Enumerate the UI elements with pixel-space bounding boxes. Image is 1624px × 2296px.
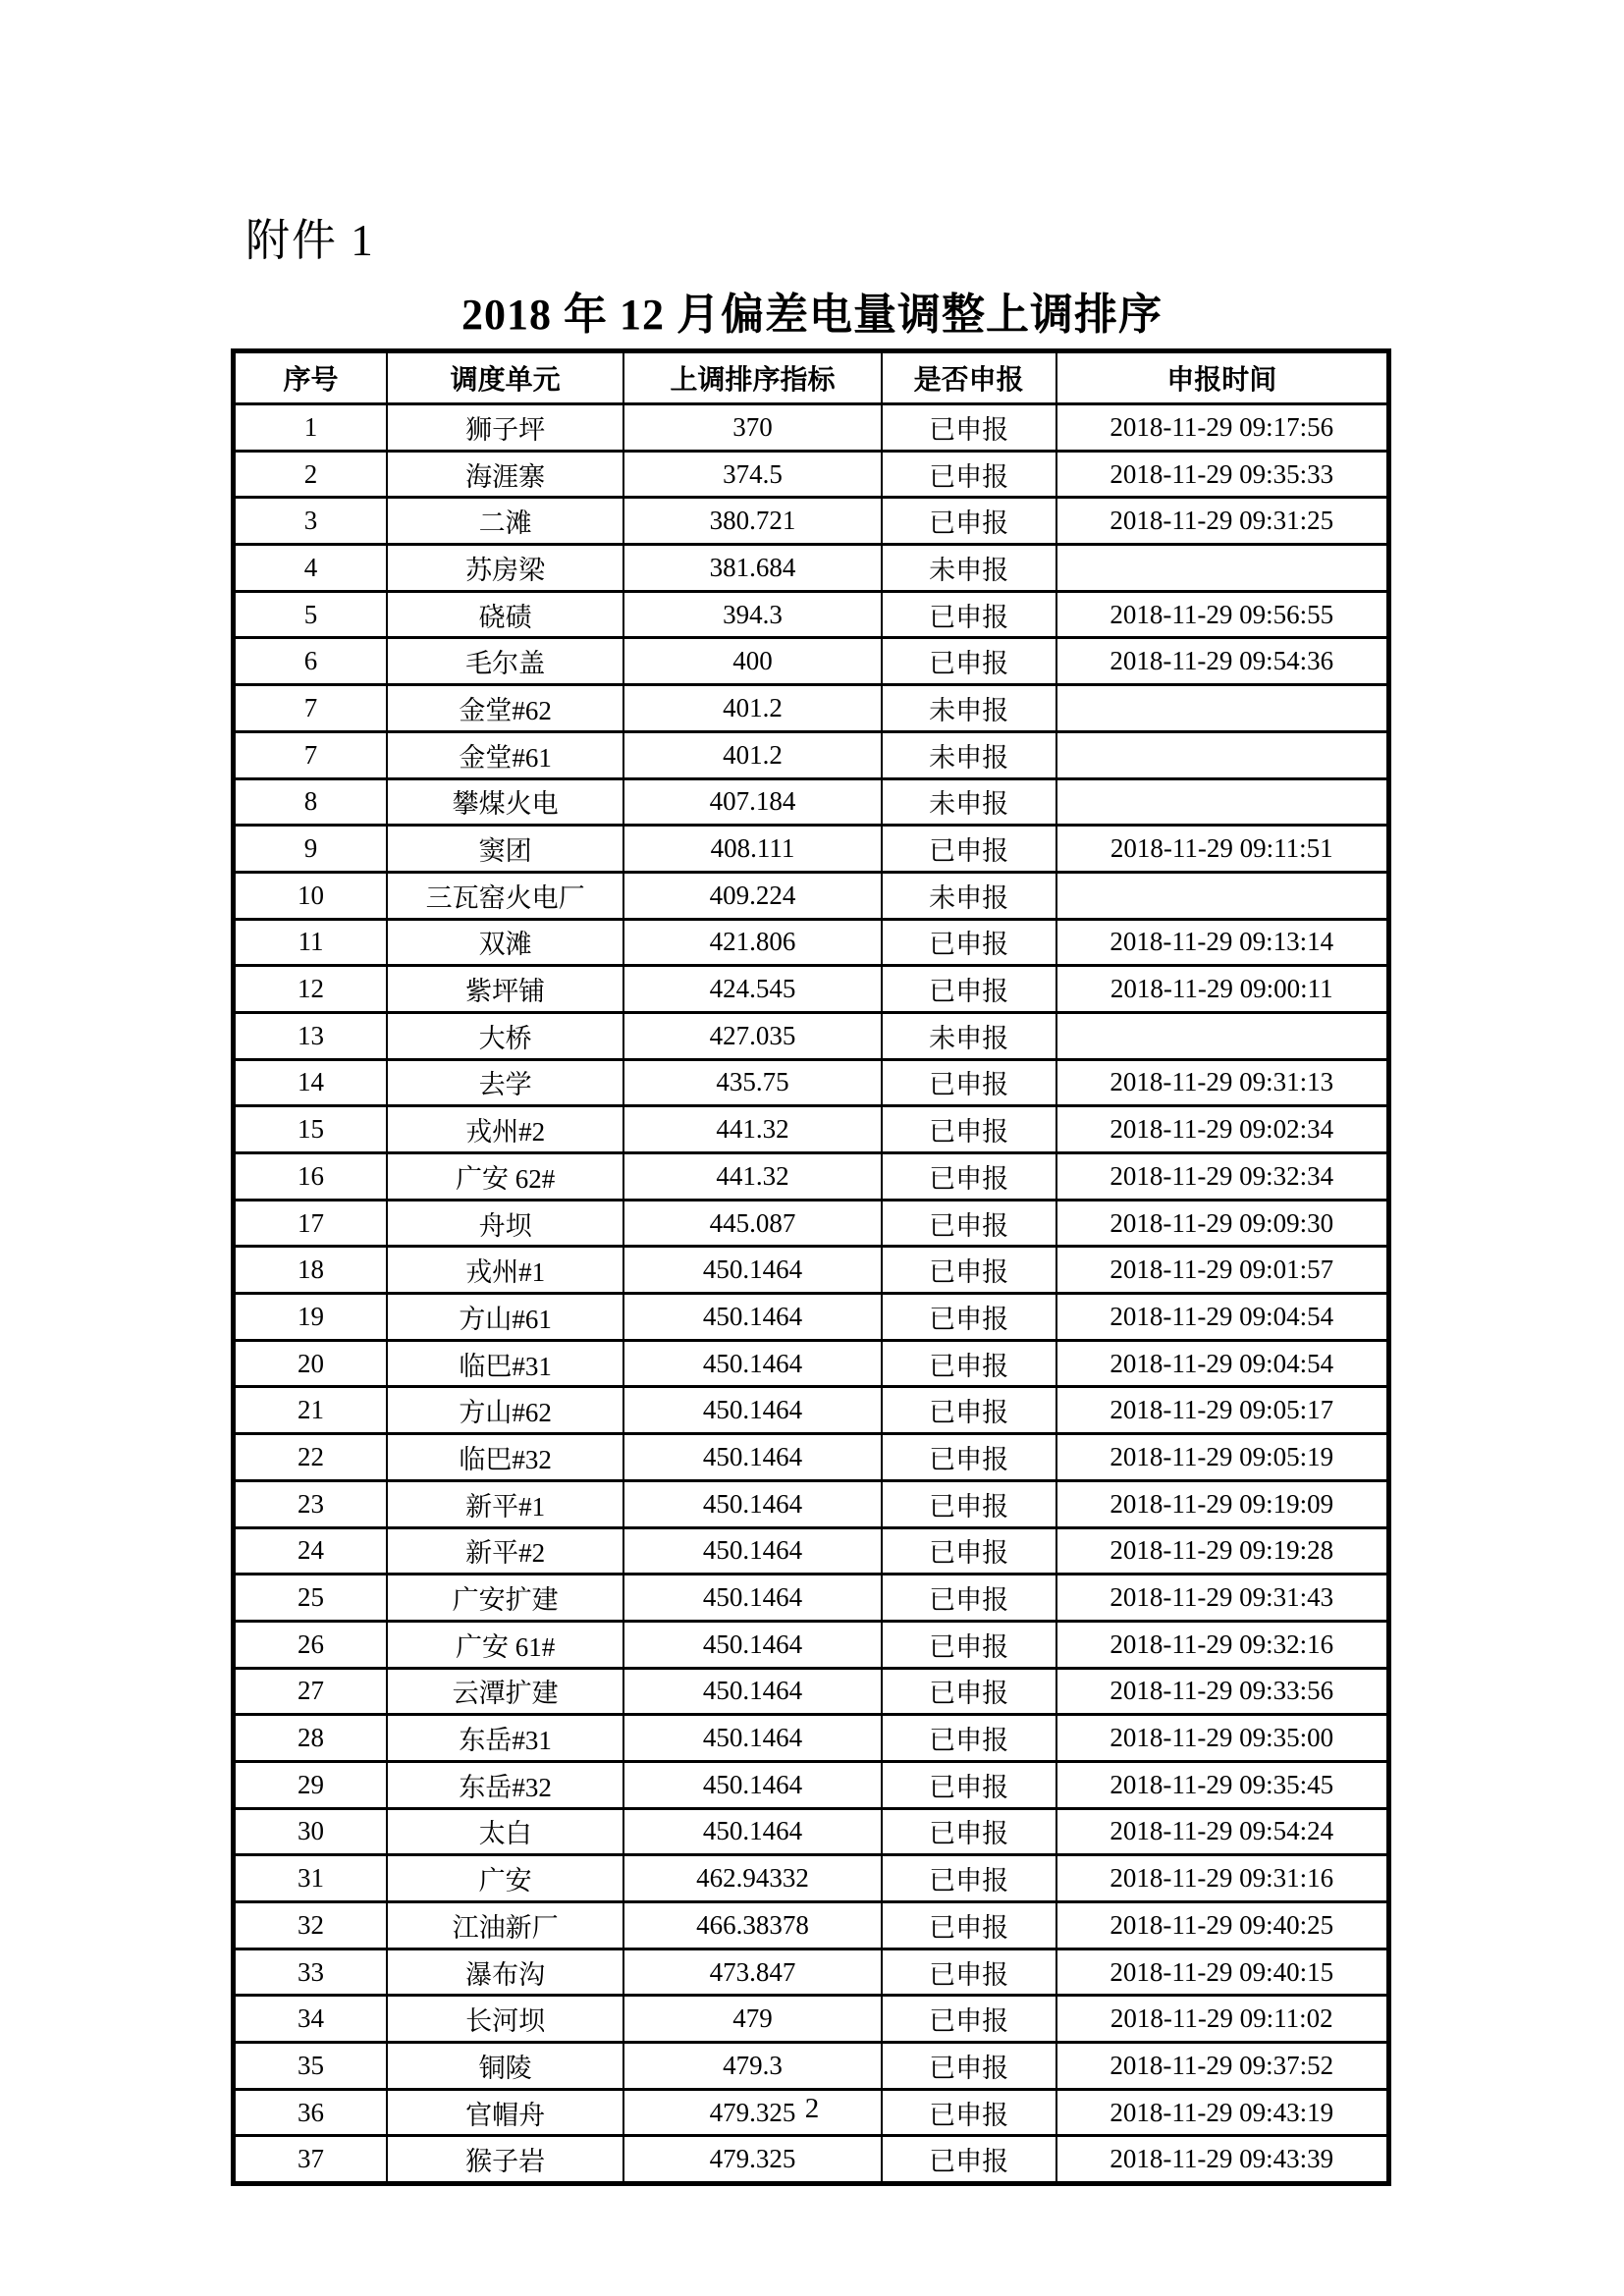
declared-cell: 已申报 [882,1387,1056,1434]
rank-cell: 18 [234,1247,388,1294]
indicator-cell: 450.1464 [623,1340,881,1387]
time-cell: 2018-11-29 09:35:33 [1056,451,1389,498]
unit-cell: 戎州#2 [387,1106,623,1153]
table-row [234,1761,1389,1808]
unit-cell: 金堂#62 [387,685,623,732]
time-cell: 2018-11-29 09:54:36 [1056,638,1389,685]
table-row [234,919,1389,966]
table-row [234,1480,1389,1527]
time-cell: 2018-11-29 09:54:24 [1056,1808,1389,1855]
table-row [234,1949,1389,1996]
attachment-label: 附件 1 [245,216,375,265]
table-row [234,1153,1389,1201]
indicator-cell: 370 [623,404,881,452]
column-header-rank: 序号 [234,351,388,404]
table-row [234,872,1389,919]
rank-cell: 9 [234,826,388,873]
declared-cell: 已申报 [882,1808,1056,1855]
indicator-cell: 424.545 [623,966,881,1013]
indicator-cell: 473.847 [623,1949,881,1996]
rank-cell: 21 [234,1387,388,1434]
unit-cell: 硗碛 [387,591,623,638]
table-header-row [234,351,1389,404]
unit-cell: 广安扩建 [387,1575,623,1622]
table-row [234,1059,1389,1106]
time-cell [1056,685,1389,732]
declared-cell: 已申报 [882,1855,1056,1902]
table-row [234,1200,1389,1247]
rank-cell: 3 [234,498,388,545]
unit-cell: 临巴#32 [387,1434,623,1481]
unit-cell: 江油新厂 [387,1902,623,1949]
rank-cell: 19 [234,1294,388,1341]
table-row [234,451,1389,498]
indicator-cell: 394.3 [623,591,881,638]
column-header-unit: 调度单元 [387,351,623,404]
table-row [234,1575,1389,1622]
table-row [234,1012,1389,1059]
time-cell: 2018-11-29 09:40:15 [1056,1949,1389,1996]
rank-cell: 16 [234,1153,388,1201]
indicator-cell: 380.721 [623,498,881,545]
time-cell: 2018-11-29 09:43:39 [1056,2136,1389,2184]
rank-cell: 37 [234,2136,388,2184]
indicator-cell: 450.1464 [623,1387,881,1434]
declared-cell: 已申报 [882,1340,1056,1387]
table-row [234,1855,1389,1902]
rank-cell: 8 [234,778,388,826]
indicator-cell: 450.1464 [623,1247,881,1294]
time-cell: 2018-11-29 09:11:02 [1056,1996,1389,2043]
unit-cell: 金堂#61 [387,731,623,778]
indicator-cell: 450.1464 [623,1621,881,1668]
declared-cell: 已申报 [882,2089,1056,2136]
unit-cell: 广安 62# [387,1153,623,1201]
rank-cell: 31 [234,1855,388,1902]
indicator-cell: 421.806 [623,919,881,966]
declared-cell: 已申报 [882,1200,1056,1247]
declared-cell: 已申报 [882,1715,1056,1762]
rank-cell: 15 [234,1106,388,1153]
indicator-cell: 450.1464 [623,1527,881,1575]
rank-cell: 24 [234,1527,388,1575]
unit-cell: 广安 [387,1855,623,1902]
declared-cell: 已申报 [882,1059,1056,1106]
rank-cell: 10 [234,872,388,919]
time-cell: 2018-11-29 09:31:43 [1056,1575,1389,1622]
declared-cell: 已申报 [882,1247,1056,1294]
table-row [234,778,1389,826]
declared-cell: 已申报 [882,919,1056,966]
rank-cell: 29 [234,1761,388,1808]
declared-cell: 已申报 [882,1996,1056,2043]
time-cell: 2018-11-29 09:32:16 [1056,1621,1389,1668]
table-row [234,685,1389,732]
rank-cell: 12 [234,966,388,1013]
time-cell: 2018-11-29 09:31:16 [1056,1855,1389,1902]
declared-cell: 已申报 [882,2136,1056,2184]
unit-cell: 方山#62 [387,1387,623,1434]
indicator-cell: 401.2 [623,731,881,778]
time-cell: 2018-11-29 09:01:57 [1056,1247,1389,1294]
unit-cell: 新平#1 [387,1480,623,1527]
page-number: 2 [804,2093,820,2124]
time-cell: 2018-11-29 09:09:30 [1056,1200,1389,1247]
unit-cell: 东岳#31 [387,1715,623,1762]
page-title: 2018 年 12 月偏差电量调整上调排序 [461,291,1163,339]
time-cell: 2018-11-29 09:32:34 [1056,1153,1389,1201]
declared-cell: 已申报 [882,966,1056,1013]
declared-cell: 已申报 [882,826,1056,873]
table-row [234,2043,1389,2090]
rank-cell: 14 [234,1059,388,1106]
time-cell: 2018-11-29 09:00:11 [1056,966,1389,1013]
table-row [234,1387,1389,1434]
table-row [234,545,1389,592]
indicator-cell: 479 [623,1996,881,2043]
time-cell [1056,731,1389,778]
unit-cell: 临巴#31 [387,1340,623,1387]
indicator-cell: 450.1464 [623,1808,881,1855]
declared-cell: 已申报 [882,1527,1056,1575]
declared-cell: 已申报 [882,1575,1056,1622]
declared-cell: 已申报 [882,1153,1056,1201]
indicator-cell: 462.94332 [623,1855,881,1902]
declared-cell: 未申报 [882,545,1056,592]
unit-cell: 窦团 [387,826,623,873]
unit-cell: 官帽舟 [387,2089,623,2136]
rank-cell: 17 [234,1200,388,1247]
table-row [234,404,1389,452]
declared-cell: 已申报 [882,591,1056,638]
declared-cell: 已申报 [882,1949,1056,1996]
unit-cell: 新平#2 [387,1527,623,1575]
declared-cell: 已申报 [882,498,1056,545]
rank-cell: 2 [234,451,388,498]
declared-cell: 已申报 [882,1621,1056,1668]
unit-cell: 长河坝 [387,1996,623,2043]
rank-cell: 32 [234,1902,388,1949]
indicator-cell: 408.111 [623,826,881,873]
unit-cell: 大桥 [387,1012,623,1059]
indicator-cell: 374.5 [623,451,881,498]
indicator-cell: 450.1464 [623,1434,881,1481]
table-body [234,404,1389,2184]
indicator-cell: 441.32 [623,1153,881,1201]
table-row [234,2136,1389,2184]
unit-cell: 狮子坪 [387,404,623,452]
indicator-cell: 450.1464 [623,1715,881,1762]
rank-cell: 36 [234,2089,388,2136]
time-cell: 2018-11-29 09:19:28 [1056,1527,1389,1575]
unit-cell: 攀煤火电 [387,778,623,826]
time-cell: 2018-11-29 09:40:25 [1056,1902,1389,1949]
rank-cell: 30 [234,1808,388,1855]
unit-cell: 太白 [387,1808,623,1855]
table-row [234,1106,1389,1153]
rank-cell: 26 [234,1621,388,1668]
time-cell: 2018-11-29 09:31:25 [1056,498,1389,545]
table-row [234,1668,1389,1715]
rank-cell: 4 [234,545,388,592]
unit-cell: 猴子岩 [387,2136,623,2184]
indicator-cell: 479.3 [623,2043,881,2090]
table-row [234,1434,1389,1481]
indicator-cell: 450.1464 [623,1575,881,1622]
rank-cell: 25 [234,1575,388,1622]
time-cell: 2018-11-29 09:19:09 [1056,1480,1389,1527]
rank-cell: 5 [234,591,388,638]
time-cell: 2018-11-29 09:05:19 [1056,1434,1389,1481]
declared-cell: 未申报 [882,1012,1056,1059]
declared-cell: 已申报 [882,638,1056,685]
unit-cell: 舟坝 [387,1200,623,1247]
unit-cell: 苏房梁 [387,545,623,592]
time-cell: 2018-11-29 09:11:51 [1056,826,1389,873]
time-cell [1056,872,1389,919]
unit-cell: 瀑布沟 [387,1949,623,1996]
unit-cell: 东岳#32 [387,1761,623,1808]
rank-cell: 1 [234,404,388,452]
ranking-table [231,348,1391,2186]
time-cell: 2018-11-29 09:31:13 [1056,1059,1389,1106]
rank-cell: 23 [234,1480,388,1527]
declared-cell: 已申报 [882,451,1056,498]
table-row [234,966,1389,1013]
rank-cell: 6 [234,638,388,685]
rank-cell: 7 [234,731,388,778]
indicator-cell: 450.1464 [623,1480,881,1527]
indicator-cell: 479.325 [623,2089,881,2136]
unit-cell: 二滩 [387,498,623,545]
rank-cell: 28 [234,1715,388,1762]
table-row [234,1808,1389,1855]
indicator-cell: 445.087 [623,1200,881,1247]
declared-cell: 未申报 [882,872,1056,919]
time-cell: 2018-11-29 09:04:54 [1056,1340,1389,1387]
indicator-cell: 427.035 [623,1012,881,1059]
table-row [234,1527,1389,1575]
rank-cell: 7 [234,685,388,732]
declared-cell: 已申报 [882,404,1056,452]
indicator-cell: 409.224 [623,872,881,919]
indicator-cell: 435.75 [623,1059,881,1106]
rank-cell: 35 [234,2043,388,2090]
time-cell: 2018-11-29 09:35:45 [1056,1761,1389,1808]
declared-cell: 未申报 [882,685,1056,732]
table-row [234,826,1389,873]
indicator-cell: 381.684 [623,545,881,592]
time-cell [1056,778,1389,826]
unit-cell: 戎州#1 [387,1247,623,1294]
declared-cell: 未申报 [882,731,1056,778]
declared-cell: 已申报 [882,1480,1056,1527]
indicator-cell: 466.38378 [623,1902,881,1949]
table-row [234,1294,1389,1341]
indicator-cell: 401.2 [623,685,881,732]
column-header-indicator: 上调排序指标 [623,351,881,404]
indicator-cell: 407.184 [623,778,881,826]
table-row [234,1715,1389,1762]
time-cell [1056,1012,1389,1059]
indicator-cell: 400 [623,638,881,685]
column-header-time: 申报时间 [1056,351,1389,404]
time-cell: 2018-11-29 09:13:14 [1056,919,1389,966]
time-cell: 2018-11-29 09:33:56 [1056,1668,1389,1715]
time-cell: 2018-11-29 09:04:54 [1056,1294,1389,1341]
unit-cell: 去学 [387,1059,623,1106]
table-row [234,1340,1389,1387]
unit-cell: 毛尔盖 [387,638,623,685]
table-row [234,731,1389,778]
rank-cell: 33 [234,1949,388,1996]
declared-cell: 已申报 [882,2043,1056,2090]
unit-cell: 云潭扩建 [387,1668,623,1715]
table-row [234,1247,1389,1294]
unit-cell: 三瓦窑火电厂 [387,872,623,919]
declared-cell: 已申报 [882,1294,1056,1341]
table-row [234,1996,1389,2043]
unit-cell: 铜陵 [387,2043,623,2090]
indicator-cell: 450.1464 [623,1294,881,1341]
indicator-cell: 450.1464 [623,1761,881,1808]
unit-cell: 海涯寨 [387,451,623,498]
indicator-cell: 450.1464 [623,1668,881,1715]
table-row [234,591,1389,638]
declared-cell: 已申报 [882,1668,1056,1715]
unit-cell: 广安 61# [387,1621,623,1668]
rank-cell: 27 [234,1668,388,1715]
table-row [234,1621,1389,1668]
column-header-declared: 是否申报 [882,351,1056,404]
rank-cell: 22 [234,1434,388,1481]
declared-cell: 已申报 [882,1902,1056,1949]
rank-cell: 13 [234,1012,388,1059]
rank-cell: 34 [234,1996,388,2043]
indicator-cell: 441.32 [623,1106,881,1153]
time-cell: 2018-11-29 09:37:52 [1056,2043,1389,2090]
time-cell: 2018-11-29 09:05:17 [1056,1387,1389,1434]
declared-cell: 已申报 [882,1106,1056,1153]
declared-cell: 已申报 [882,1434,1056,1481]
time-cell: 2018-11-29 09:43:19 [1056,2089,1389,2136]
table-row [234,1902,1389,1949]
table-row [234,498,1389,545]
unit-cell: 紫坪铺 [387,966,623,1013]
indicator-cell: 479.325 [623,2136,881,2184]
time-cell [1056,545,1389,592]
declared-cell: 未申报 [882,778,1056,826]
rank-cell: 20 [234,1340,388,1387]
unit-cell: 方山#61 [387,1294,623,1341]
time-cell: 2018-11-29 09:35:00 [1056,1715,1389,1762]
unit-cell: 双滩 [387,919,623,966]
time-cell: 2018-11-29 09:02:34 [1056,1106,1389,1153]
rank-cell: 11 [234,919,388,966]
table-row [234,638,1389,685]
time-cell: 2018-11-29 09:17:56 [1056,404,1389,452]
declared-cell: 已申报 [882,1761,1056,1808]
time-cell: 2018-11-29 09:56:55 [1056,591,1389,638]
